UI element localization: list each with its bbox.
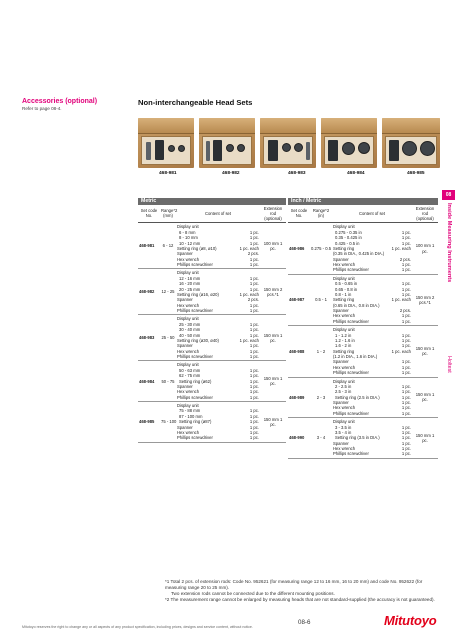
content-item: 0.65 - 0.8 in [335,286,358,292]
content-qty: 2 pcs. [399,256,411,262]
range-cell: 0.5 - 1 [310,274,332,325]
content-item: 0.425 - 0.5 in [335,240,360,246]
content-qty: 1 pc. [401,359,411,365]
content-line [177,308,259,313]
content-item: Setting ring (ø30, ø40) [177,337,219,343]
content-item: Spanner [333,256,349,262]
inch-section-heading: Inch / Metric [288,198,438,205]
content-item: (0.35 in DIA., 0.425 in DIA.) [333,251,385,257]
table-row [288,223,438,274]
content-item: 87 - 100 mm [179,413,203,419]
set-code-cell: 468-981 [138,223,160,269]
product-case-photo [138,118,194,168]
content-item: 3.5 - 4 in [335,429,352,435]
content-qty: 1 pc. [249,240,259,246]
content-item: Setting ring [333,297,355,303]
content-item: 1.6 - 2 in [335,343,352,349]
content-cell [332,274,412,325]
range-cell: 12 - 25 [160,269,176,315]
content-item: Spanner [177,251,193,257]
extension-rod-cell: 100 mm 1 pc. [412,223,438,274]
col-header-code: Set code No. [288,206,310,223]
product-case-photo [321,118,377,168]
product-case-photo [199,118,255,168]
content-qty: 1 pc. each [391,245,411,251]
content-qty: 1 pc. [401,389,411,395]
content-item: 1.2 - 1.6 in [335,337,355,343]
content-line [333,267,411,272]
table-row [288,418,438,459]
extension-rod-cell: 150 mm 1 pc. [260,361,286,402]
content-qty: 1 pc. [249,373,259,379]
content-item: Hex wrench [177,348,200,354]
content-line [333,370,411,375]
content-item: 12 - 16 mm [179,275,201,281]
content-line [333,411,411,416]
content-item: Display unit [333,378,355,384]
content-qty: 1 pc. [249,383,259,389]
content-item: Hex wrench [177,389,200,395]
content-qty: 1 pc. [249,281,259,287]
table-header-row [288,206,438,223]
content-qty: 1 pc. [249,235,259,241]
content-qty: 1 pc. [249,256,259,262]
photo-code-label: 468-985 [407,171,425,176]
content-item: 75 - 88 mm [179,408,201,414]
product-case-photo [260,118,316,168]
content-qty: 1 pc. each [239,337,259,343]
range-cell: 0.275 - 0.5 [310,223,332,274]
content-qty: 1 pc. [249,327,259,333]
range-cell: 3 - 4 [310,418,332,459]
content-qty: 1 pc. [401,267,411,273]
extension-rod-cell: 150 mm 2 pcs.*1 [260,269,286,315]
content-item: 3 - 3.5 in [335,424,352,430]
photo-code-label: 468-982 [222,171,240,176]
content-item: Setting ring (3.5 in DIA.) [335,435,380,441]
content-qty: 1 pc. [249,302,259,308]
content-qty: 2 pcs. [247,251,259,257]
content-item: Setting ring [333,245,355,251]
content-line [177,395,259,400]
content-cell [176,315,260,361]
content-qty: 1 pc. [401,364,411,370]
content-qty: 1 pc. [249,367,259,373]
content-qty: 1 pc. [401,318,411,324]
content-cell [332,377,412,418]
content-qty: 1 pc. [249,435,259,441]
content-item: Hex wrench [333,262,356,268]
content-item: 0.5 - 0.65 in [335,281,358,287]
content-item: Display unit [333,275,355,281]
content-line [333,319,411,324]
content-qty: 1 pc. [401,262,411,268]
content-qty: 1 pc. [401,424,411,430]
set-code-cell: 468-984 [138,361,160,402]
extension-rod-cell: 100 mm 1 pc. [260,223,286,269]
content-item: Setting ring (ø8, ø10) [177,245,217,251]
content-item: Phillips screwdriver [177,262,213,268]
content-item: Display unit [333,419,355,425]
content-qty: 1 pc. [401,435,411,441]
inch-spec-table [288,206,438,459]
content-cell [176,269,260,315]
product-case-photo [382,118,440,168]
range-cell: 50 - 75 [160,361,176,402]
content-qty: 1 pc. [401,370,411,376]
content-item: 2.5 - 3 in [335,389,352,395]
content-item: 30 - 40 mm [179,327,201,333]
set-code-cell: 468-986 [288,223,310,274]
footnote: Two extension rods cannot be connected due to the different mounting positions. [171,590,335,596]
content-item: Hex wrench [177,256,200,262]
section-title: Non-interchangeable Head Sets [138,98,253,107]
col-header-extension: Extension rod (optional) [412,206,438,223]
content-qty: 1 pc. each [239,245,259,251]
content-item: 2 - 2.5 in [335,383,352,389]
content-qty: 1 pc. each [239,291,259,297]
content-qty: 1 pc. [401,410,411,416]
content-item: Display unit [177,362,199,368]
content-qty: 1 pc. each [391,297,411,303]
content-item: Phillips screwdriver [333,267,369,273]
content-item: Display unit [333,327,355,333]
content-item: 0.8 - 1 in [335,291,352,297]
content-cell [332,223,412,274]
content-qty: 1 pc. [401,240,411,246]
photo-code-label: 468-983 [288,171,306,176]
content-item: (0.65 in DIA., 0.8 in DIA.) [333,302,380,308]
set-code-cell: 468-983 [138,315,160,361]
content-qty: 1 pc. [401,405,411,411]
photo-code-label: 468-981 [159,171,177,176]
content-qty: 1 pc. [249,389,259,395]
chapter-number: 08 [442,190,455,200]
content-item: Setting ring (ø62) [179,378,212,384]
table-row [288,377,438,418]
content-item: 10 - 12 mm [179,240,201,246]
content-qty: 1 pc. [401,332,411,338]
content-qty: 1 pc. [249,286,259,292]
content-qty: 1 pc. [249,262,259,268]
content-item: Spanner [333,440,349,446]
content-qty: 1 pc. [249,348,259,354]
content-item: 62 - 75 mm [179,373,201,379]
accessories-reference: Refer to page 08-4. [22,106,62,111]
content-item: Spanner [333,359,349,365]
set-code-cell: 468-982 [138,269,160,315]
content-qty: 1 pc. [401,446,411,452]
content-item: Phillips screwdriver [333,410,369,416]
content-qty: 1 pc. [401,313,411,319]
extension-rod-cell: 150 mm 1 pc. [260,402,286,443]
col-header-content: Content of set [176,206,260,223]
content-item: Setting ring (2.5 in DIA.) [335,394,380,400]
table-row [288,326,438,377]
page-number: 08-6 [298,619,311,626]
content-item: 25 - 30 mm [179,321,201,327]
content-qty: 1 pc. [249,321,259,327]
content-qty: 1 pc. [249,332,259,338]
content-item: Hex wrench [333,364,356,370]
table-row [138,361,286,402]
content-qty: 1 pc. [249,424,259,430]
content-item: Display unit [177,403,199,409]
content-item: Spanner [177,297,193,303]
content-item: 16 - 20 mm [179,281,201,287]
content-item: 6 - 8 mm [179,229,196,235]
content-qty: 1 pc. [401,400,411,406]
content-item: 0.35 - 0.425 in [335,235,362,241]
footnote: *1 Total 2 pcs. of extension rods: Code No. 952621 (for measuring range 12 to 16 mm, 16 to 20 mm) and code No. 952622 (for measuring range 20 to 25 mm). [165,579,423,590]
content-qty: 1 pc. each [391,348,411,354]
product-photo-strip [138,118,440,168]
table-row [138,402,286,443]
range-cell: 6 - 12 [160,223,176,269]
content-qty: 1 pc. [249,308,259,314]
content-item: Spanner [177,383,193,389]
content-qty: 1 pc. [401,235,411,241]
table-row [138,315,286,361]
set-code-cell: 468-989 [288,377,310,418]
content-cell [332,326,412,377]
content-line [177,262,259,267]
table-row [138,269,286,315]
metric-section-heading: Metric [138,198,286,205]
content-qty: 1 pc. [249,275,259,281]
content-line [177,435,259,440]
content-item: Hex wrench [177,429,200,435]
col-header-content: Content of set [332,206,412,223]
content-item: Setting ring (ø87) [179,419,212,425]
content-item: 40 - 50 mm [179,332,201,338]
content-cell [176,402,260,443]
content-line [177,354,259,359]
content-qty: 1 pc. [401,281,411,287]
col-header-range: Range*2 (in) [310,206,332,223]
content-item: 1 - 1.2 in [335,332,352,338]
table-row [288,274,438,325]
content-cell [176,361,260,402]
content-qty: 1 pc. [401,286,411,292]
extension-rod-cell: 150 mm 1 pc. [412,418,438,459]
content-item: Phillips screwdriver [177,354,213,360]
content-qty: 1 pc. [401,429,411,435]
col-header-extension: Extension rod (optional) [260,206,286,223]
content-item: 50 - 63 mm [179,367,201,373]
content-qty: 1 pc. [249,229,259,235]
content-qty: 1 pc. [249,419,259,425]
content-item: Hex wrench [177,302,200,308]
footnote: *2 The measurement range cannot be enlarged by measuring heads that are not standard-supplied (the accuracy is not guaranteed). [165,596,435,602]
content-item: 20 - 25 mm [179,286,201,292]
content-qty: 1 pc. [401,394,411,400]
content-qty: 2 pcs. [399,308,411,314]
range-cell: 75 - 100 [160,402,176,443]
content-qty: 1 pc. [401,383,411,389]
content-qty: 1 pc. [401,291,411,297]
content-qty: 1 pc. [401,440,411,446]
col-header-range: Range*2 (mm) [160,206,176,223]
content-item: Phillips screwdriver [333,318,369,324]
content-item: Hex wrench [333,313,356,319]
extension-rod-cell: 150 mm 2 pcs.*1 [412,274,438,325]
range-cell: 2 - 3 [310,377,332,418]
content-item: Setting ring (ø16, ø20) [177,291,219,297]
content-item: Phillips screwdriver [333,370,369,376]
sub-chapter-label: Holtest [446,356,452,373]
content-item: Display unit [177,224,199,230]
content-item: Hex wrench [333,405,356,411]
chapter-label: Inside Measuring Instruments [446,203,452,283]
content-qty: 1 pc. [249,394,259,400]
content-item: (1.2 in DIA., 1.6 in DIA.) [333,354,378,360]
range-cell: 25 - 50 [160,315,176,361]
extension-rod-cell: 150 mm 1 pc. [260,315,286,361]
content-qty: 1 pc. [401,451,411,457]
content-item: Spanner [333,400,349,406]
content-qty: 1 pc. [249,429,259,435]
table-row [138,223,286,269]
content-item: 8 - 10 mm [179,235,198,241]
chapter-side-tab[interactable] [442,190,455,340]
content-item: Phillips screwdriver [333,451,369,457]
content-cell [332,418,412,459]
content-item: Phillips screwdriver [177,394,213,400]
content-qty: 1 pc. [401,229,411,235]
footnotes [165,579,437,603]
content-item: Display unit [177,316,199,322]
content-item: Hex wrench [333,446,356,452]
extension-rod-cell: 150 mm 1 pc. [412,326,438,377]
content-qty: 1 pc. [401,337,411,343]
table-header-row [138,206,286,223]
content-qty: 1 pc. [401,343,411,349]
metric-spec-table [138,206,286,443]
content-item: Spanner [177,424,193,430]
content-qty: 1 pc. [249,408,259,414]
set-code-cell: 468-985 [138,402,160,443]
content-item: Phillips screwdriver [177,308,213,314]
content-item: Phillips screwdriver [177,435,213,441]
content-qty: 1 pc. [249,378,259,384]
content-item: 0.275 - 0.35 in [335,229,362,235]
content-item: Spanner [177,343,193,349]
content-item: Setting ring [333,348,355,354]
photo-code-label: 468-984 [347,171,365,176]
extension-rod-cell: 150 mm 1 pc. [412,377,438,418]
content-item: Spanner [333,308,349,314]
set-code-cell: 468-988 [288,326,310,377]
content-qty: 1 pc. [249,354,259,360]
content-item: Display unit [177,270,199,276]
brand-logo: Mitutoyo [384,613,437,628]
footer-disclaimer: Mitutoyo reserves the right to change any or all aspects of any product specification, including prices, designs and service content, without notice. [22,625,253,629]
content-item: Display unit [333,224,355,230]
content-qty: 1 pc. [249,413,259,419]
content-qty: 2 pcs. [247,297,259,303]
col-header-code: Set code No. [138,206,160,223]
set-code-cell: 468-990 [288,418,310,459]
accessories-title: Accessories (optional) [22,98,98,105]
content-qty: 1 pc. [249,343,259,349]
range-cell: 1 - 2 [310,326,332,377]
set-code-cell: 468-987 [288,274,310,325]
content-cell [176,223,260,269]
content-line [333,451,411,456]
